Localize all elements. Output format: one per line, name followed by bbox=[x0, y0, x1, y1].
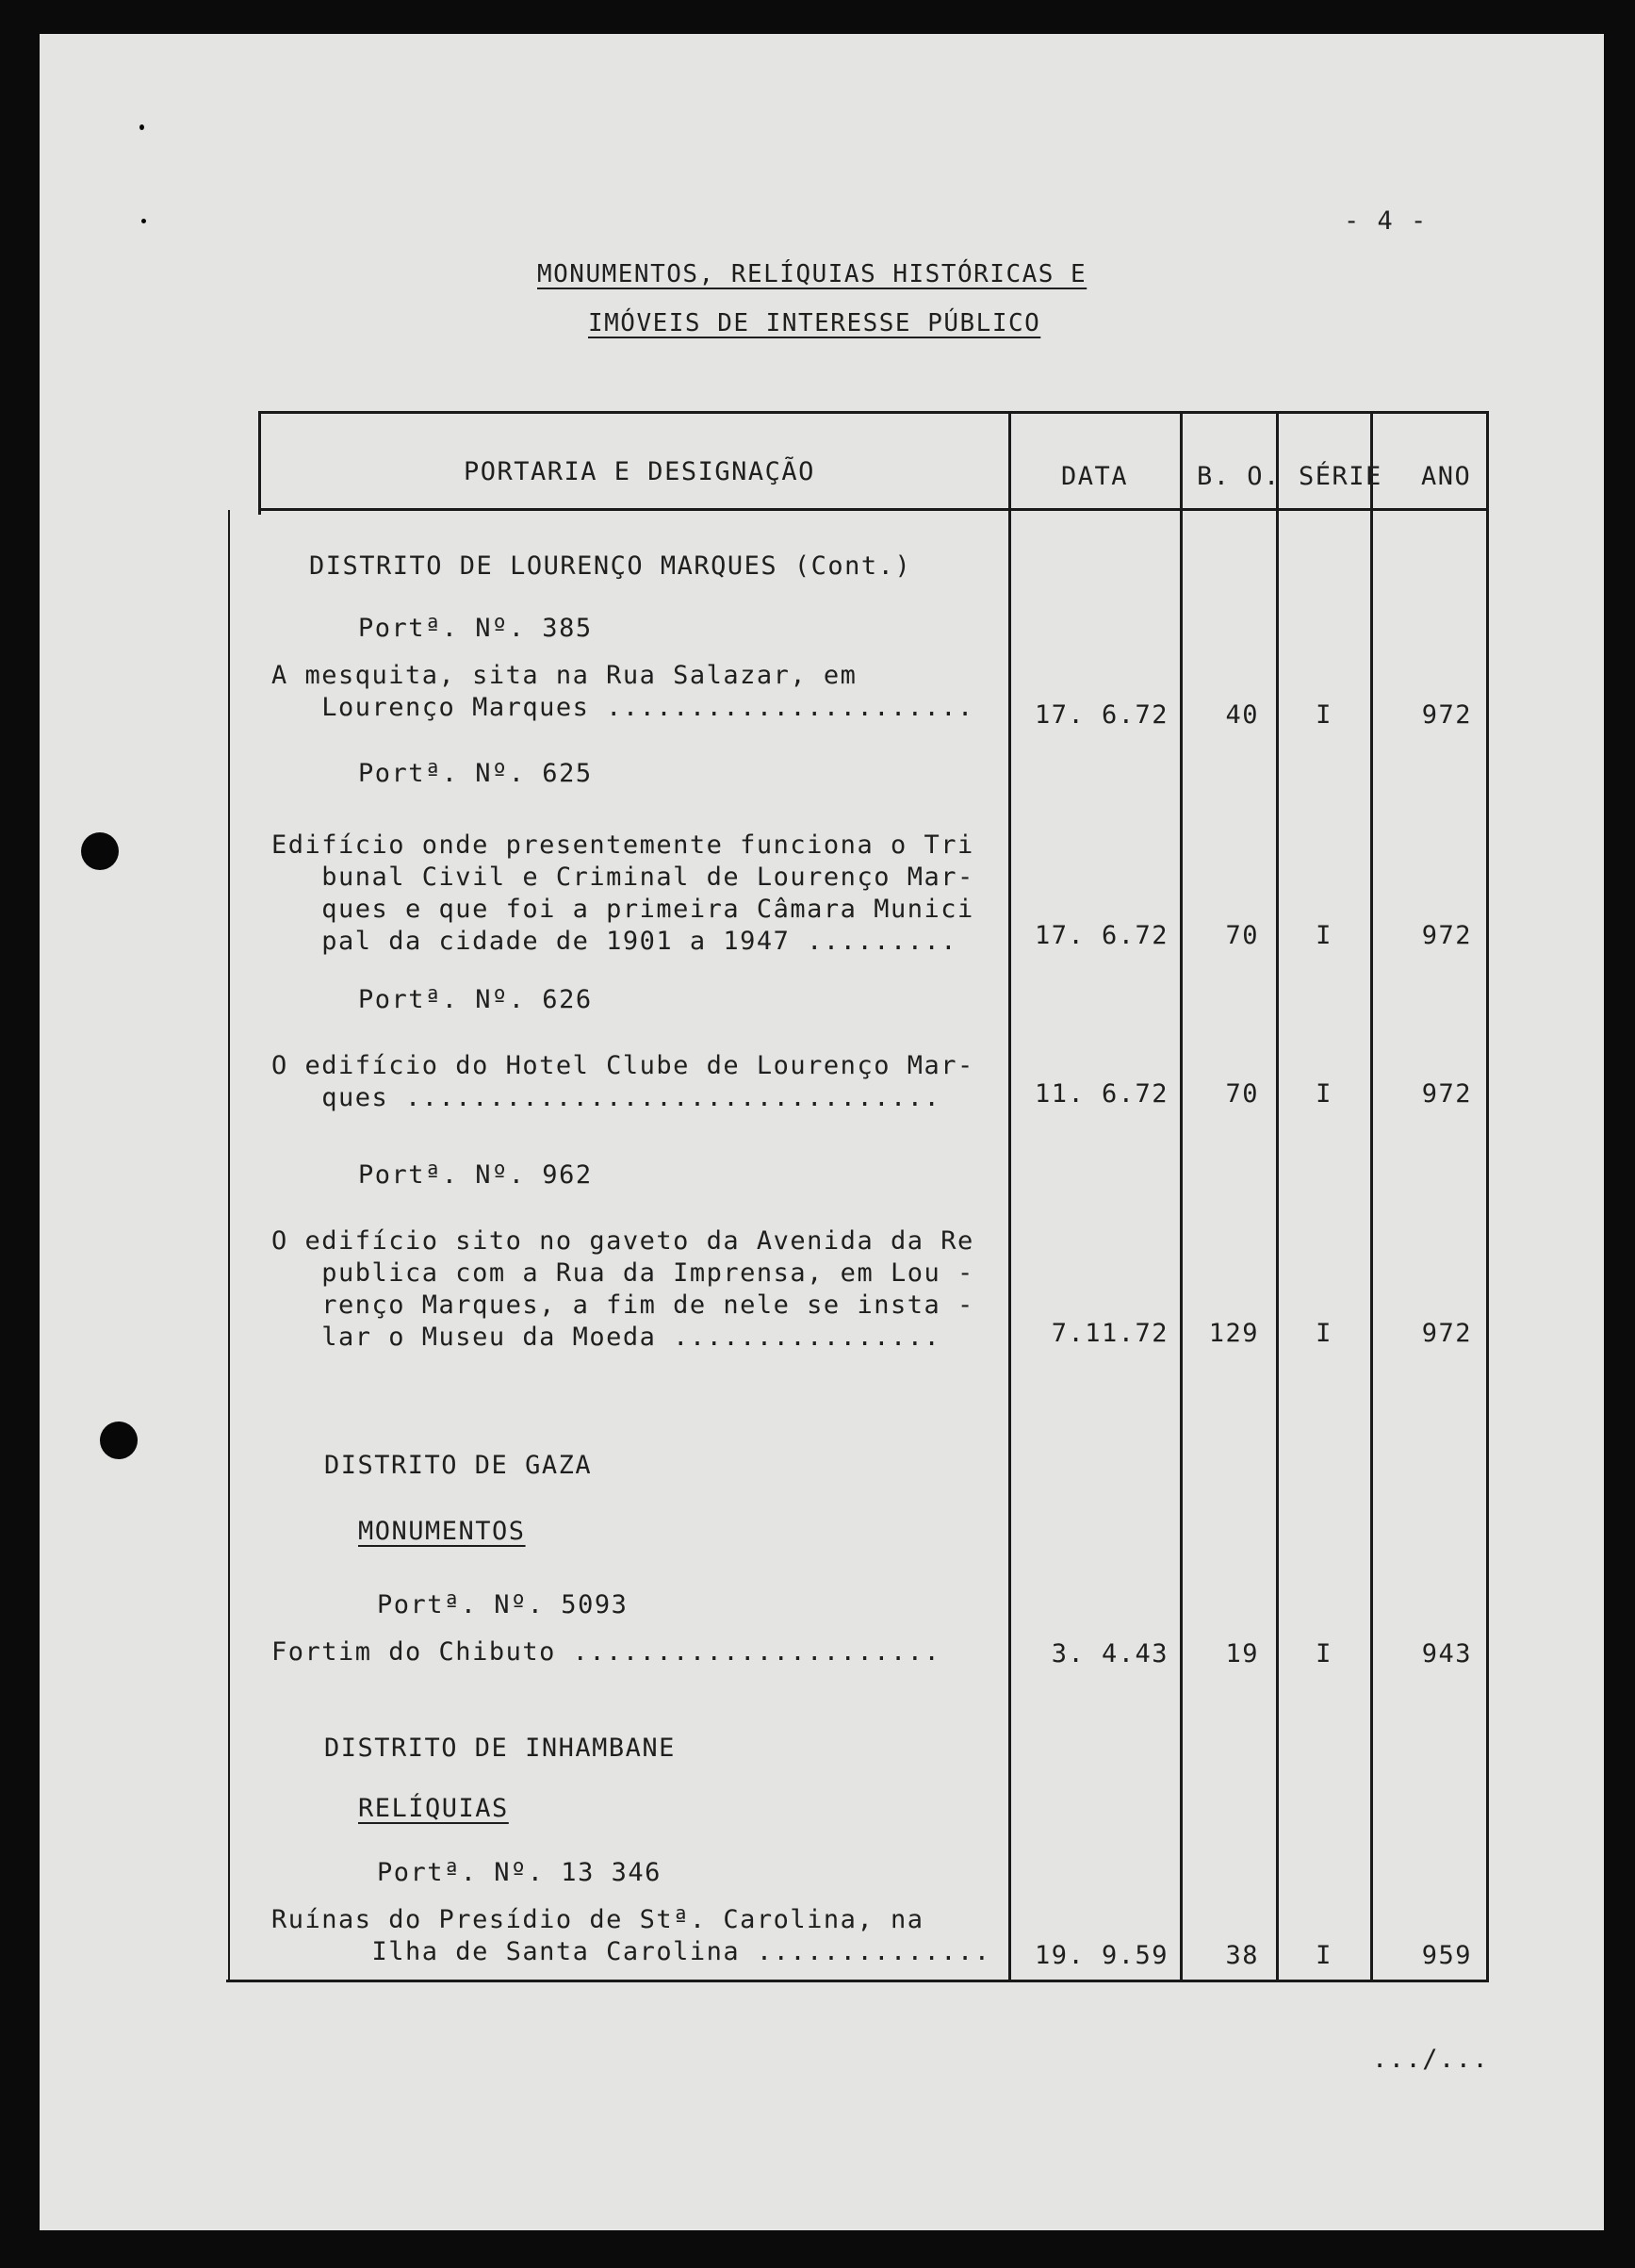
page-title-line1: MONUMENTOS, RELÍQUIAS HISTÓRICAS E bbox=[537, 260, 1087, 288]
entry-ano: 943 bbox=[1421, 1639, 1472, 1668]
punch-hole-lower bbox=[100, 1422, 138, 1459]
entry-serie: I bbox=[1316, 1319, 1333, 1348]
designation-line: pal da cidade de 1901 a 1947 ......... bbox=[271, 927, 957, 956]
portaria-number: Portª. Nº. 13 346 bbox=[377, 1858, 662, 1887]
entry-ano: 972 bbox=[1421, 1319, 1472, 1348]
district-heading: DISTRITO DE LOURENÇO MARQUES (Cont.) bbox=[309, 551, 912, 581]
entry-serie: I bbox=[1316, 1941, 1333, 1970]
district-heading: DISTRITO DE GAZA bbox=[324, 1451, 593, 1480]
entry-bo: 38 bbox=[1225, 1941, 1259, 1970]
designation-line: A mesquita, sita na Rua Salazar, em bbox=[271, 661, 858, 690]
entry-bo: 70 bbox=[1225, 921, 1259, 950]
entry-bo: 40 bbox=[1225, 700, 1259, 730]
entry-date: 3. 4.43 bbox=[1051, 1639, 1169, 1668]
speck bbox=[139, 124, 144, 130]
category-heading: MONUMENTOS bbox=[358, 1517, 526, 1546]
designation-line: O edifício do Hotel Clube de Lourenço Mar- bbox=[271, 1051, 974, 1080]
designation-line: bunal Civil e Criminal de Lourenço Mar- bbox=[271, 863, 974, 892]
table-bottom-border bbox=[226, 1980, 1489, 1982]
entry-serie: I bbox=[1316, 921, 1333, 950]
column-divider-bo bbox=[1180, 411, 1183, 1981]
entry-bo: 129 bbox=[1208, 1319, 1259, 1348]
entry-bo: 70 bbox=[1225, 1079, 1259, 1109]
entry-ano: 972 bbox=[1421, 700, 1472, 730]
page-number: - 4 - bbox=[1344, 206, 1428, 236]
speck bbox=[141, 219, 146, 223]
portaria-number: Portª. Nº. 962 bbox=[358, 1160, 593, 1190]
column-divider-serie bbox=[1276, 411, 1279, 1981]
entry-bo: 19 bbox=[1225, 1639, 1259, 1668]
header-date: DATA bbox=[1061, 462, 1129, 491]
page-title-line2: IMÓVEIS DE INTERESSE PÚBLICO bbox=[588, 309, 1041, 337]
entry-date: 17. 6.72 bbox=[1034, 921, 1169, 950]
document-page bbox=[40, 34, 1604, 2230]
column-divider-ano bbox=[1370, 411, 1373, 1981]
category-heading: RELÍQUIAS bbox=[358, 1794, 509, 1823]
table-left-border bbox=[258, 411, 261, 515]
designation-line: ques ................................ bbox=[271, 1083, 941, 1112]
punch-hole-upper bbox=[81, 832, 119, 870]
header-serie: SÉRIE bbox=[1299, 462, 1382, 491]
portaria-number: Portª. Nº. 5093 bbox=[377, 1590, 629, 1619]
designation-line: Ilha de Santa Carolina .............. bbox=[271, 1937, 991, 1966]
entry-ano: 972 bbox=[1421, 921, 1472, 950]
portaria-number: Portª. Nº. 625 bbox=[358, 759, 593, 788]
designation-line: Ruínas do Presídio de Stª. Carolina, na bbox=[271, 1905, 924, 1934]
header-ano: ANO bbox=[1421, 462, 1472, 491]
designation-line: renço Marques, a fim de nele se insta - bbox=[271, 1290, 974, 1320]
designation-line: Edifício onde presentemente funciona o Tri bbox=[271, 830, 974, 860]
designation-line: O edifício sito no gaveto da Avenida da Re bbox=[271, 1226, 974, 1256]
entry-date: 17. 6.72 bbox=[1034, 700, 1169, 730]
entry-ano: 959 bbox=[1421, 1941, 1472, 1970]
designation-line: ques e que foi a primeira Câmara Munici bbox=[271, 895, 974, 924]
continuation-mark: .../... bbox=[1372, 2045, 1490, 2074]
column-divider-date bbox=[1008, 411, 1011, 1981]
entry-ano: 972 bbox=[1421, 1079, 1472, 1109]
entry-date: 7.11.72 bbox=[1051, 1319, 1169, 1348]
designation-line: publica com a Rua da Imprensa, em Lou - bbox=[271, 1258, 974, 1288]
table-top-border bbox=[258, 411, 1489, 414]
entry-date: 19. 9.59 bbox=[1034, 1941, 1169, 1970]
designation-line: Fortim do Chibuto ...................... bbox=[271, 1637, 941, 1667]
table-left-border-lower bbox=[228, 510, 230, 1980]
entry-serie: I bbox=[1316, 1639, 1333, 1668]
entry-serie: I bbox=[1316, 700, 1333, 730]
entry-serie: I bbox=[1316, 1079, 1333, 1109]
header-designation: PORTARIA E DESIGNAÇÃO bbox=[464, 457, 815, 486]
district-heading: DISTRITO DE INHAMBANE bbox=[324, 1734, 676, 1763]
portaria-number: Portª. Nº. 626 bbox=[358, 985, 593, 1014]
designation-line: Lourenço Marques ...................... bbox=[271, 693, 974, 722]
entry-date: 11. 6.72 bbox=[1034, 1079, 1169, 1109]
table-header-divider bbox=[258, 508, 1489, 511]
header-bo: B. O. bbox=[1197, 462, 1281, 491]
portaria-number: Portª. Nº. 385 bbox=[358, 614, 593, 643]
designation-line: lar o Museu da Moeda ................ bbox=[271, 1323, 941, 1352]
table-right-border bbox=[1486, 411, 1489, 1981]
